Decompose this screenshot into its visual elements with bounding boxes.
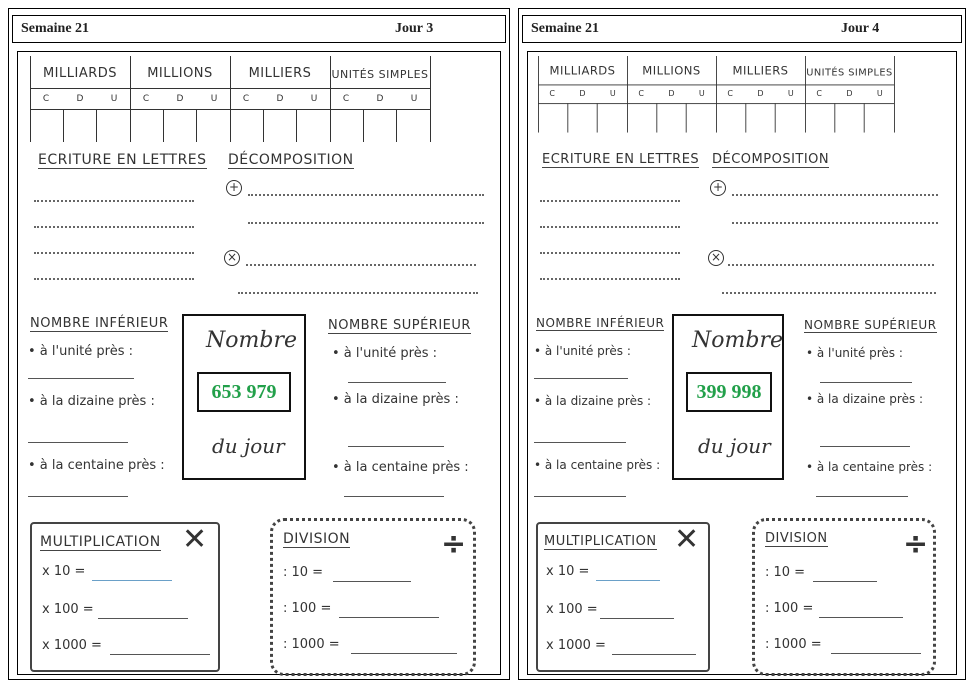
pv-u: U — [310, 94, 318, 104]
pv-d: D — [668, 89, 675, 99]
panel-header — [12, 15, 506, 43]
number-of-day: 399 998 — [686, 372, 772, 412]
div-row-1000: : 1000 = — [283, 637, 340, 652]
division-frame — [752, 518, 936, 676]
mult-row-10: x 10 = — [42, 564, 86, 579]
division-frame — [270, 518, 476, 676]
number-box-bottom: du jour — [698, 434, 771, 458]
div-row-10: : 10 = — [765, 565, 806, 580]
plus-icon: + — [226, 180, 242, 196]
upper-ten-label: • à la dizaine près : — [806, 392, 924, 406]
pv-u: U — [787, 89, 794, 99]
plus-icon: + — [710, 180, 726, 196]
pv-c: C — [142, 94, 150, 104]
pv-d: D — [376, 94, 384, 104]
pv-d: D — [846, 89, 853, 99]
div-row-100: : 100 = — [765, 601, 814, 616]
upper-unit-label: • à l'unité près : — [332, 346, 437, 361]
lower-ten-label: • à la dizaine près : — [534, 394, 652, 408]
pv-d: D — [76, 94, 84, 104]
upper-hundred-label: • à la centaine près : — [332, 460, 469, 475]
pv-c: C — [638, 89, 645, 99]
mult-row-10: x 10 = — [546, 564, 590, 579]
lower-hundred-label: • à la centaine près : — [534, 458, 661, 472]
number-of-day-box — [672, 314, 784, 480]
multiplication-frame — [30, 522, 220, 672]
lower-unit-label: • à l'unité près : — [534, 344, 631, 358]
pv-u: U — [698, 89, 705, 99]
week-label: Semaine 21 — [531, 21, 600, 36]
pv-c: C — [42, 94, 50, 104]
pv-u: U — [876, 89, 883, 99]
multiplication-title: MULTIPLICATION — [40, 534, 161, 550]
div-row-100: : 100 = — [283, 601, 332, 616]
pv-group-milliers: MILLIERS — [248, 66, 312, 81]
pv-d: D — [176, 94, 184, 104]
upper-unit-label: • à l'unité près : — [806, 346, 903, 360]
pv-group-unites: UNITÉS SIMPLES — [806, 66, 893, 79]
lower-number-title: NOMBRE INFÉRIEUR — [536, 316, 665, 330]
pv-d: D — [579, 89, 586, 99]
decomposition-title: DÉCOMPOSITION — [712, 152, 830, 167]
multiplication-title: MULTIPLICATION — [544, 534, 657, 549]
pv-u: U — [210, 94, 218, 104]
times-icon: × — [224, 250, 240, 266]
pv-group-milliards: MILLIARDS — [549, 64, 616, 79]
pv-group-milliards: MILLIARDS — [42, 66, 118, 81]
upper-number-title: NOMBRE SUPÉRIEUR — [804, 318, 937, 332]
pv-c: C — [816, 89, 823, 99]
lower-ten-label: • à la dizaine près : — [28, 394, 155, 409]
div-row-1000: : 1000 = — [765, 637, 822, 652]
panel-header — [522, 15, 962, 43]
divide-icon: ÷ — [441, 527, 467, 562]
mult-row-1000: x 1000 = — [546, 638, 606, 653]
upper-ten-label: • à la dizaine près : — [332, 392, 459, 407]
pv-u: U — [110, 94, 118, 104]
worksheet-panel-day4 — [518, 8, 966, 680]
lower-number-title: NOMBRE INFÉRIEUR — [30, 316, 169, 331]
pv-u: U — [609, 89, 616, 99]
multiply-icon: ✕ — [674, 522, 700, 557]
pv-d: D — [757, 89, 764, 99]
division-title: DIVISION — [765, 531, 828, 546]
pv-c: C — [549, 89, 556, 99]
pv-group-milliers: MILLIERS — [732, 64, 789, 79]
multiply-icon: ✕ — [182, 522, 208, 557]
pv-group-millions: MILLIONS — [147, 66, 213, 81]
divide-icon: ÷ — [903, 527, 929, 562]
decomposition-title: DÉCOMPOSITION — [228, 152, 354, 168]
day-label: Jour 4 — [841, 21, 880, 36]
pv-group-unites: UNITÉS SIMPLES — [331, 68, 429, 81]
writing-title: ECRITURE EN LETTRES — [542, 152, 700, 167]
mult-row-1000: x 1000 = — [42, 638, 102, 653]
pv-d: D — [276, 94, 284, 104]
division-title: DIVISION — [283, 531, 351, 547]
place-value-table — [30, 56, 432, 142]
number-box-top: Nombre — [692, 328, 783, 353]
lower-unit-label: • à l'unité près : — [28, 344, 133, 359]
pv-group-millions: MILLIONS — [642, 64, 701, 79]
writing-title: ECRITURE EN LETTRES — [38, 152, 207, 168]
times-icon: × — [708, 250, 724, 266]
pv-c: C — [342, 94, 350, 104]
pv-c: C — [242, 94, 250, 104]
week-label: Semaine 21 — [21, 21, 90, 36]
lower-hundred-label: • à la centaine près : — [28, 458, 165, 473]
number-of-day-box — [182, 314, 306, 480]
mult-row-100: x 100 = — [42, 602, 94, 617]
worksheet-panel-day3 — [8, 8, 510, 680]
pv-u: U — [410, 94, 418, 104]
day-label: Jour 3 — [395, 21, 434, 36]
worksheet — [527, 51, 957, 675]
number-box-bottom: du jour — [212, 434, 285, 458]
number-box-top: Nombre — [206, 328, 297, 353]
div-row-10: : 10 = — [283, 565, 324, 580]
multiplication-frame — [536, 522, 710, 672]
mult-row-100: x 100 = — [546, 602, 598, 617]
upper-number-title: NOMBRE SUPÉRIEUR — [328, 318, 471, 333]
pv-c: C — [727, 89, 734, 99]
worksheet — [17, 51, 501, 675]
upper-hundred-label: • à la centaine près : — [806, 460, 933, 474]
place-value-table — [538, 56, 893, 133]
number-of-day: 653 979 — [197, 372, 291, 412]
